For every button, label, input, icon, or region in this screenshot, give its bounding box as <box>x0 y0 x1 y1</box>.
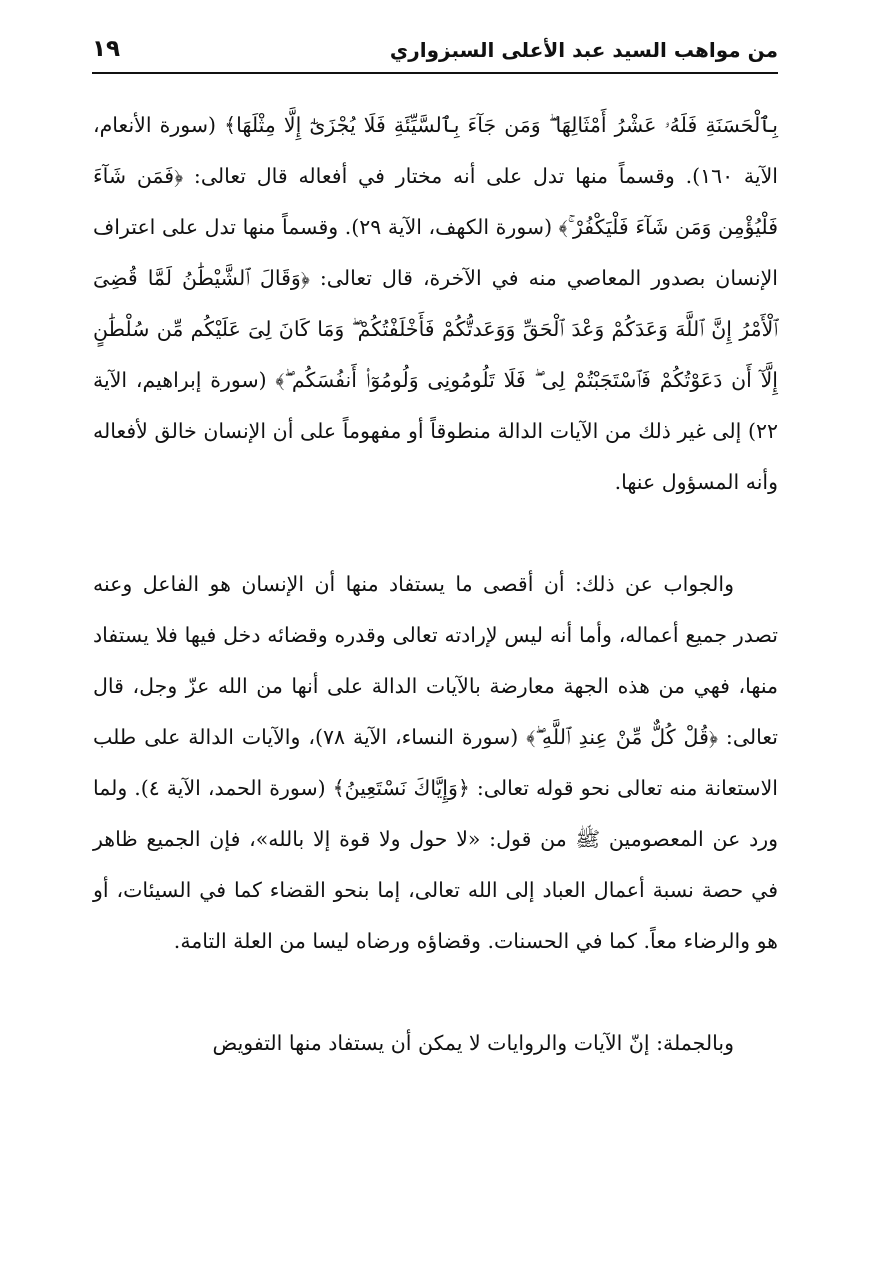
running-header-title: من مواهب السيد عبد الأعلى السبزواري <box>389 38 778 62</box>
paragraph-gap <box>93 508 778 559</box>
body-text <box>93 100 778 1069</box>
paragraph: بِٱلْحَسَنَةِ فَلَهُۥ عَشْرُ أَمْثَالِهَا ۖ وَمَن جَآءَ بِٱلسَّيِّئَةِ فَلَا يُجْزَىٰٓ إِلَّا مِثْلَهَا﴾ (سورة الأنعام، الآية ١٦٠). وقسماً منها تدل على أنه مختار في أفعاله قال تعالى: ﴿فَمَن شَآءَ فَلْيُؤْمِن وَمَن شَآءَ فَلْيَكْفُرْ ۚ﴾ (سورة الكهف، الآية ٢٩). وقسماً منها تدل على اعتراف الإنسان بصدور المعاصي منه في الآخرة، قال تعالى: ﴿وَقَالَ ٱلشَّيْطَٰنُ لَمَّا قُضِىَ ٱلْأَمْرُ إِنَّ ٱللَّهَ وَعَدَكُمْ وَعْدَ ٱلْحَقِّ وَوَعَدتُّكُمْ فَأَخْلَفْتُكُمْ ۖ وَمَا كَانَ لِىَ عَلَيْكُم مِّن سُلْطَٰنٍ إِلَّآ أَن دَعَوْتُكُمْ فَٱسْتَجَبْتُمْ لِى ۖ فَلَا تَلُومُونِى وَلُومُوٓا۟ أَنفُسَكُم ۖ﴾ (سورة إبراهيم، الآية ٢٢) إلى غير ذلك من الآيات الدالة منطوقاً أو مفهوماً على أن الإنسان خالق لأفعاله وأنه المسؤول عنها. <box>93 113 778 494</box>
paragraph: وبالجملة: إنّ الآيات والروايات لا يمكن أن يستفاد منها التفويض <box>212 1031 734 1055</box>
running-header <box>92 36 778 74</box>
paragraph: والجواب عن ذلك: أن أقصى ما يستفاد منها أن الإنسان هو الفاعل وعنه تصدر جميع أعماله، وأما أنه ليس لإرادته تعالى وقدره وقضائه دخل فيها فلا يستفاد منها، فهي من هذه الجهة معارضة بالآيات الدالة على أنها من الله عزّ وجل، قال تعالى: ﴿قُلْ كُلٌّ مِّنْ عِندِ ٱللَّهِ ۖ﴾ (سورة النساء، الآية ٧٨)، والآيات الدالة على طلب الاستعانة منه تعالى نحو قوله تعالى: ﴿وَإِيَّاكَ نَسْتَعِينُ﴾ (سورة الحمد، الآية ٤). ولما ورد عن المعصومين ﷺ من قول: «لا حول ولا قوة إلا بالله»، فإن الجميع ظاهر في حصة نسبة أعمال العباد إلى الله تعالى، إما بنحو القضاء كما في السيئات، أو هو والرضاء معاً. كما في الحسنات. وقضاؤه ورضاه ليسا من العلة التامة. <box>93 572 778 953</box>
page-number: ١٩ <box>92 36 121 62</box>
paragraph-gap <box>93 967 778 1018</box>
